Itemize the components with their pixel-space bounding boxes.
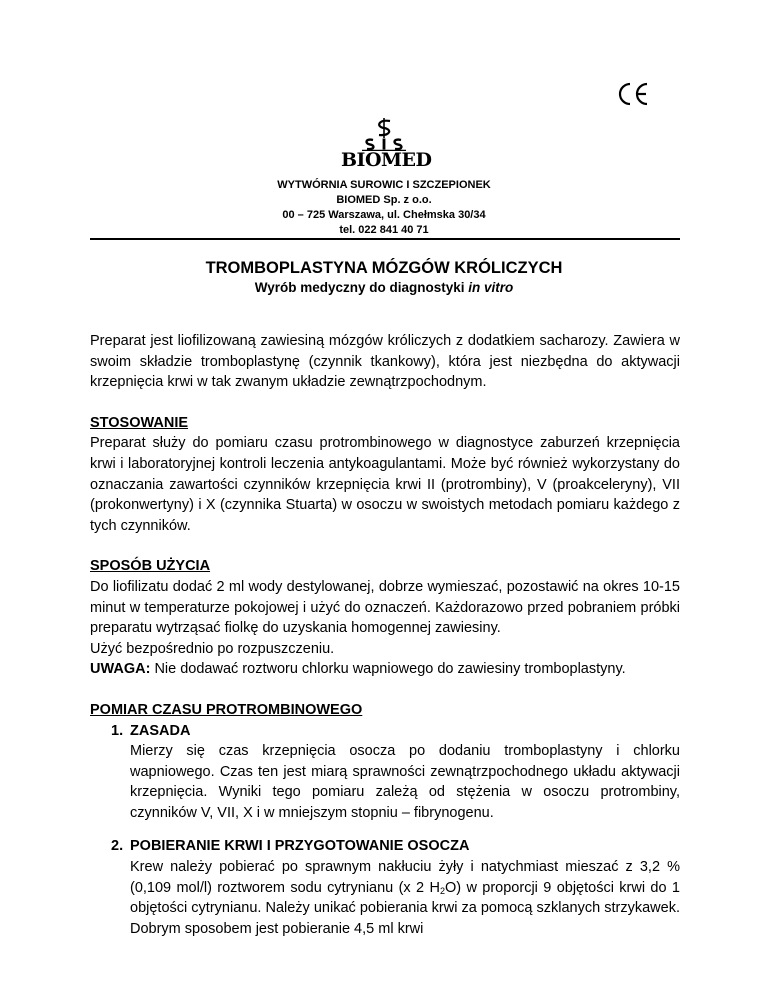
company-phone: tel. 022 841 40 71 [339,224,429,236]
section-text-stosowanie: Preparat służy do pomiaru czasu protrombinowego w diagnostyce zaburzeń krzepnięcia krwi i laboratoryjnej kontroli leczenia antykoagulantami. Może być również wykorzystany do oznaczania zawartości czynników krzepnięcia krwi II (protrombiny), V (proakceleryny), VII (prokonwertyny) i X (czynnika Stuarta) w osoczu w swoistych metodach pomiaru każdego z tych czynników. [90,435,680,534]
biomed-logo [341,117,432,173]
numbered-heading-2: 2. POBIERANIE KRWI I PRZYGOTOWANIE OSOCZA [111,838,470,855]
logo-text: BIOMED [341,149,432,171]
document-body [90,331,680,939]
warning-label: UWAGA: [90,661,151,678]
section-heading-sposob: SPOSÓB UŻYCIA [90,558,211,575]
document-title: TROMBOPLASTYNA MÓZGÓW KRÓLICZYCH [205,259,563,277]
section-heading-stosowanie: STOSOWANIE [90,414,189,431]
company-address [0,178,768,238]
warning-text: Nie dodawać roztworu chlorku wapniowego do zawiesiny tromboplastyny. [150,661,626,678]
intro-paragraph: Preparat jest liofilizowaną zawiesiną mózgów króliczych z dodatkiem sacharozy. Zawiera w swoim składzie tromboplastynę (czynnik tkankowy), która jest niezbędna do aktywacji krzepnięcia krwi w tak zwanym układzie zewnątrzpochodnym. [90,333,680,391]
document-subtitle: Wyrób medyczny do diagnostyki in vitro [254,280,514,295]
section-heading-pomiar: POMIAR CZASU PROTROMBINOWEGO [90,701,363,718]
company-name: WYTWÓRNIA SUROWIC I SZCZEPIONEK [277,179,491,191]
header-divider [90,238,680,240]
section-text-sposob: Do liofilizatu dodać 2 ml wody destylowanej, dobrze wymieszać, pozostawić na okres 10-15 minut w temperaturze pokojowej i użyć do oznaczeń. Każdorazowo przed pobraniem próbki preparatu wytrząsać fiolkę do uzyskania homogennej zawiesiny. [90,578,680,637]
section-text-sposob-2: Użyć bezpośrednio po rozpuszczeniu. [90,640,335,657]
ce-mark-icon [616,82,650,106]
numbered-text-2: Krew należy pobierać po sprawnym nakłuciu żyły i natychmiast mieszać z 3,2 % (0,109 mol/l) roztworem sodu cytrynianu (x 2 $H_2O$) w proporcji 9 objętości krwi do 1 objętości cytrynianu. Należy unikać pobierania krwi za pomocą szklanych strzykawek. Dobrym sposobem jest pobieranie 4,5 ml krwi [130,859,680,937]
company-legal-name: BIOMED Sp. z o.o. [336,194,432,206]
company-street: 00 – 725 Warszawa, ul. Chełmska 30/34 [282,209,486,221]
warning-paragraph [90,659,680,680]
numbered-heading-1: 1. ZASADA [111,722,191,739]
numbered-text-1: Mierzy się czas krzepnięcia osocza po dodaniu tromboplastyny i chlorku wapniowego. Czas ten jest miarą sprawności zewnątrzpochodnego układu aktywacji krzepnięcia. Wyniki tego pomiaru zależą od stężenia w osoczu protrombiny, czynników V, VII, X i w mniejszym stopniu – fibrynogenu. [130,743,680,821]
sis-caduceus-logo-icon [341,117,427,151]
